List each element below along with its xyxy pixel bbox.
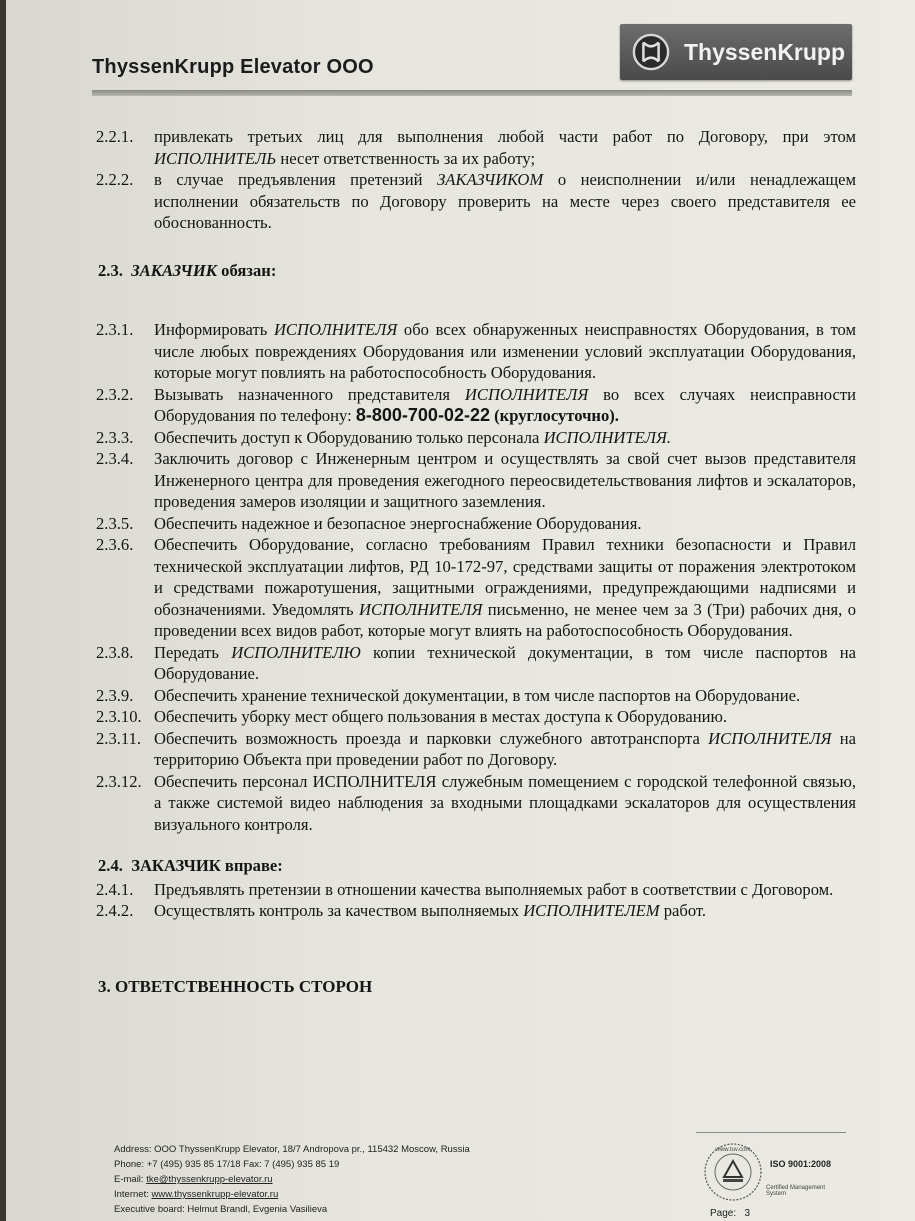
website-link[interactable]: www.thyssenkrupp-elevator.ru — [151, 1189, 279, 1200]
clause-item — [96, 513, 856, 535]
clause-before: Заключить договор с Инженерным центром и осуществлять за свой счет вызов представителя Инженерного центра для проведения ежегодного переосвидетельствования лифтов и эскалаторов, проведения замеров изоляции и защитного заземления. — [154, 449, 856, 511]
clause-number: 2.3.6. — [96, 535, 134, 554]
section-2-4-heading: 2.4. ЗАКАЗЧИК вправе: — [98, 856, 283, 875]
clause-number: 2.3.9. — [96, 685, 134, 705]
clause-tail: (круглосуточно). — [489, 406, 619, 425]
clause-text — [154, 706, 856, 728]
clause-text — [154, 169, 856, 234]
logo-text: ThyssenKrupp — [684, 38, 846, 65]
clause-em: ИСПОЛНИТЕЛЕМ — [523, 901, 660, 920]
clause-item — [96, 900, 856, 922]
clause-before: Обеспечить возможность проезда и парковки служебного автотранспорта — [154, 728, 709, 748]
clause-number: 2.3.1. — [96, 320, 134, 339]
clause-number: 2.3.3. — [96, 427, 134, 447]
clause-text — [154, 728, 856, 771]
clause-after: работ. — [659, 901, 707, 920]
clause-text — [154, 427, 856, 449]
clause-text — [154, 879, 856, 901]
clause-em: ИСПОЛНИТЕЛЬ — [154, 148, 277, 168]
clause-em: ИСПОЛНИТЕЛЮ — [231, 642, 361, 662]
clause-item — [96, 319, 856, 384]
clause-number: 2.3.10. — [96, 707, 142, 726]
clause-em: ИСПОЛНИТЕЛЯ — [464, 384, 589, 404]
page-number: Page: 3 — [710, 1208, 751, 1219]
clause-before: Обеспечить хранение технической документации, в том числе паспортов на Оборудование. — [154, 685, 801, 705]
clause-text — [154, 448, 856, 513]
clause-item — [96, 169, 856, 234]
clause-item — [96, 642, 856, 685]
clause-item — [96, 771, 856, 836]
clause-em: ЗАКАЗЧИКОМ — [437, 170, 544, 189]
clause-after: о неисполнении и/или ненадлежащем исполнении обязательств по Договору проверить на месте через своего представителя ее обоснованность. — [154, 170, 856, 232]
clause-before: в случае предъявления претензий — [154, 170, 438, 189]
clause-before: Обеспечить надежное и безопасное энергоснабжение Оборудования. — [154, 513, 642, 533]
iso-subtitle: Certified Management System — [766, 1185, 826, 1197]
clause-text — [154, 319, 856, 384]
clause-before: Обеспечить персонал ИСПОЛНИТЕЛЯ служебным помещением с городской телефонной связью, а также системой видео наблюдения за входными площадками эскалаторов для осуществления визуального контроля. — [154, 771, 856, 834]
iso-label: ISO 9001:2008 — [770, 1159, 832, 1169]
clause-before: привлекать третьих лиц для выполнения любой части работ по Договору, при этом — [154, 127, 856, 146]
clause-number: 2.3.8. — [96, 642, 134, 662]
footer-phone: Phone: +7 (495) 935 85 17/18 Fax: 7 (495) 935 85 19 — [114, 1159, 340, 1170]
clause-before: Обеспечить Оборудование, согласно требованиям Правил техники безопасности и Правил технической эксплуатации лифтов, РД 10-172-97, средствами защиты от поражения электротоком и средствами пожаротушения, защитными ограждениями, предупреждающими надписями и обозначениями. Уведомлять — [154, 535, 856, 619]
clause-text — [154, 534, 856, 642]
clause-before: Передать — [154, 642, 232, 662]
clause-number: 2.4.2. — [96, 901, 134, 920]
clause-item — [96, 728, 856, 771]
clause-number: 2.2.1. — [96, 127, 134, 146]
clause-text — [154, 642, 856, 685]
clause-number: 2.3.12. — [96, 771, 142, 791]
clause-before: Обеспечить уборку мест общего пользования в местах доступа к Оборудованию. — [154, 707, 728, 726]
thyssenkrupp-emblem-icon — [632, 33, 670, 71]
footer-internet: Internet: www.thyssenkrupp-elevator.ru — [114, 1189, 279, 1200]
clause-text — [154, 126, 856, 169]
clause-after: на территорию Объекта при проведении работ по Договору. — [154, 728, 856, 769]
clause-text — [154, 513, 856, 535]
clause-item — [96, 534, 856, 642]
clause-phone: 8-800-700-02-22 — [355, 405, 490, 425]
clause-before: Обеспечить доступ к Оборудованию только персонала — [154, 427, 544, 447]
clause-text — [154, 900, 856, 922]
clause-before: Вызывать назначенного представителя — [154, 384, 465, 404]
document-page — [6, 0, 915, 1221]
clause-number: 2.3.11. — [96, 728, 142, 748]
clause-text — [154, 685, 856, 707]
clause-item — [96, 126, 856, 169]
contract-body — [96, 126, 856, 997]
clause-before: Информировать — [154, 320, 274, 339]
clause-em: ИСПОЛНИТЕЛЯ — [359, 599, 483, 619]
clauses-2-3 — [96, 319, 856, 835]
clause-number: 2.3.5. — [96, 513, 134, 533]
footer-board: Executive board: Helmut Brandl, Evgenia Vasilieva — [114, 1204, 328, 1215]
tuv-seal-icon — [702, 1141, 764, 1203]
clause-number: 2.2.2. — [96, 170, 134, 189]
footer-email: E-mail: tke@thyssenkrupp-elevator.ru — [114, 1174, 273, 1185]
clause-after: копии технической документации, в том числе паспортов на Оборудование. — [154, 642, 857, 683]
clause-after: во всех случаях неисправности Оборудования по телефону: — [154, 384, 856, 425]
clause-text — [154, 771, 856, 836]
clause-after: обо всех обнаруженных неисправностях Оборудования, в том числе любых повреждениях Оборудования или изменении условий эксплуатации Оборудования, которые могут повлиять на работоспособность Оборудования. — [154, 320, 856, 382]
clause-item — [96, 384, 856, 427]
clause-number: 2.4.1. — [96, 879, 134, 899]
clause-item — [96, 427, 856, 449]
footer-address: Address: ООО ThyssenKrupp Elevator, 18/7 Andropova pr., 115432 Moscow, Russia — [114, 1144, 470, 1155]
clause-number: 2.3.4. — [96, 449, 134, 468]
email-link[interactable]: tke@thyssenkrupp-elevator.ru — [146, 1174, 273, 1185]
clause-item — [96, 879, 856, 901]
clause-item — [96, 448, 856, 513]
footer-contacts — [114, 1142, 634, 1217]
clauses-2-2 — [96, 126, 856, 234]
section-3-heading: 3. ОТВЕТСТВЕННОСТЬ СТОРОН — [98, 976, 373, 996]
clause-em: ИСПОЛНИТЕЛЯ. — [543, 427, 672, 447]
clause-em: ИСПОЛНИТЕЛЯ — [708, 728, 832, 748]
section-2-3-heading: 2.3. ЗАКАЗЧИК обязан: — [98, 260, 277, 280]
thyssenkrupp-logo — [620, 24, 852, 80]
header-divider — [92, 90, 852, 96]
clause-text — [154, 384, 856, 427]
clause-item — [96, 706, 856, 728]
clause-after: письменно, не менее чем за 3 (Три) рабочих дня, о проведении всех видов работ, которые могут влиять на работоспособность Оборудования. — [154, 599, 856, 640]
clause-after: несет ответственность за их работу; — [276, 148, 536, 168]
clauses-2-4 — [96, 879, 856, 922]
iso-certification-mark — [696, 1132, 846, 1201]
seal-text: www.tuv.com — [715, 1147, 751, 1153]
clause-before: Осуществлять контроль за качеством выполняемых — [154, 901, 524, 920]
company-header: ThyssenKrupp Elevator ООО — [92, 56, 374, 78]
clause-item — [96, 685, 856, 707]
clause-em: ИСПОЛНИТЕЛЯ — [273, 320, 398, 339]
clause-before: Предъявлять претензии в отношении качества выполняемых работ в соответствии с Договором. — [154, 879, 834, 899]
clause-number: 2.3.2. — [96, 384, 134, 404]
